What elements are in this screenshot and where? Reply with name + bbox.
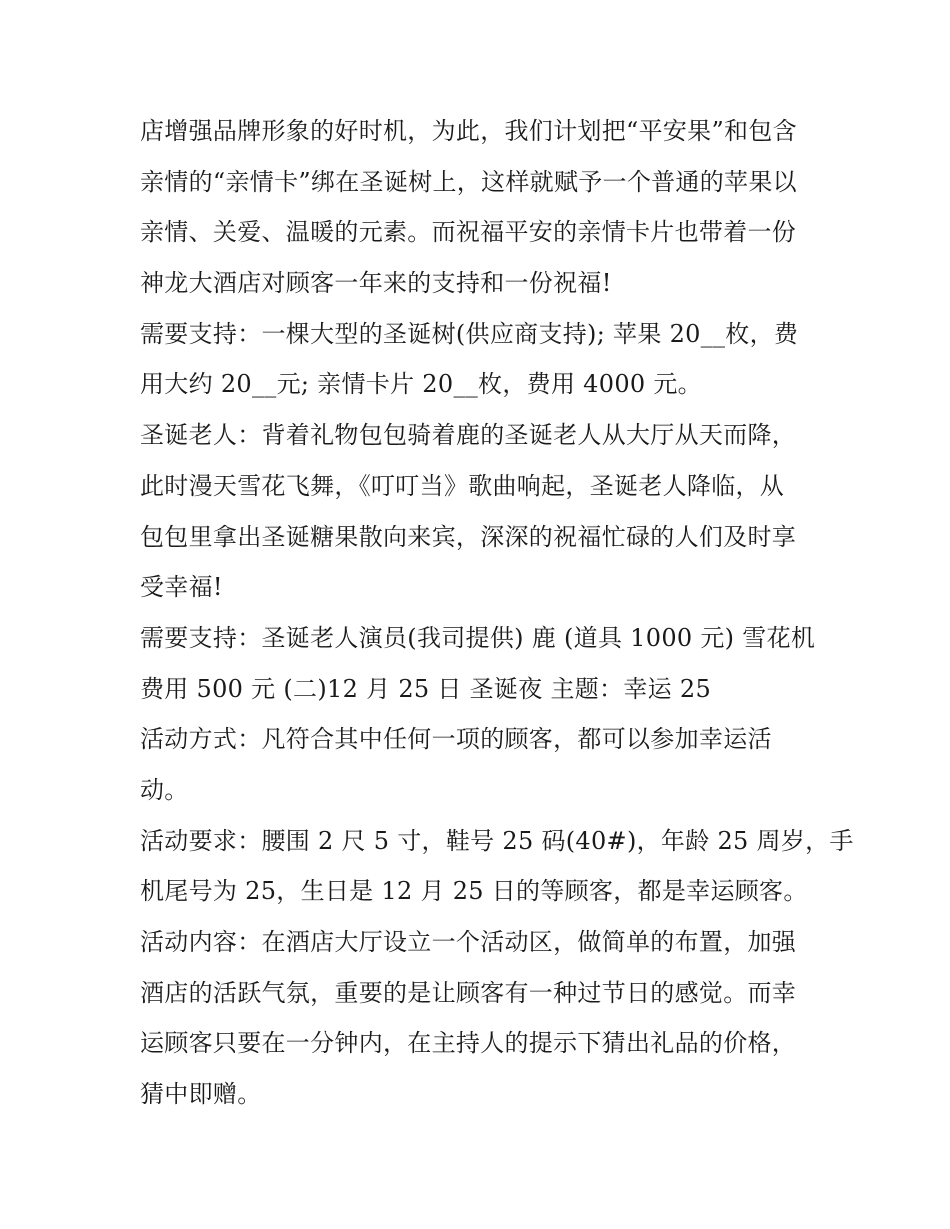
text-line: 机尾号为 25，生日是 12 月 25 日的等顾客，都是幸运顾客。 [140, 877, 808, 906]
text-line: 亲情、关爱、温暖的元素。而祝福平安的亲情卡片也带着一份 [140, 218, 797, 247]
text-line: 店增强品牌形象的好时机，为此，我们计划把“平安果”和包含 [140, 117, 797, 145]
document-body-text [140, 106, 854, 1120]
text-line: 活动要求：腰围 2 尺 5 寸，鞋号 25 码(40#)，年龄 25 周岁，手 [140, 826, 854, 855]
text-line: 需要支持：一棵大型的圣诞树(供应商支持); 苹果 20__枚，费 [140, 319, 799, 348]
text-line: 活动方式：凡符合其中任何一项的顾客，都可以参加幸运活 [140, 725, 772, 754]
text-line: 运顾客只要在一分钟内，在主持人的提示下猜出礼品的价格， [140, 1029, 797, 1058]
text-line: 活动内容：在酒店大厅设立一个活动区，做简单的布置，加强 [140, 928, 797, 956]
text-line: 费用 500 元 (二)12 月 25 日 圣诞夜 主题：幸运 25 [140, 674, 712, 703]
text-line: 圣诞老人：背着礼物包包骑着鹿的圣诞老人从大厅从天而降， [140, 421, 797, 450]
text-line: 用大约 20__元; 亲情卡片 20__枚，费用 4000 元。 [140, 370, 702, 399]
text-line: 神龙大酒店对顾客一年来的支持和一份祝福! [140, 269, 612, 298]
text-line: 此时漫天雪花飞舞，《叮叮当》歌曲响起，圣诞老人降临，从 [140, 471, 785, 500]
text-line: 动。 [140, 775, 189, 804]
text-line: 受幸福! [140, 573, 223, 602]
text-line: 需要支持：圣诞老人演员(我司提供) 鹿 (道具 1000 元) 雪花机 [140, 623, 816, 652]
text-line: 包包里拿出圣诞糖果散向来宾，深深的祝福忙碌的人们及时享 [140, 522, 797, 551]
text-line: 猜中即赠。 [140, 1080, 262, 1109]
text-line: 酒店的活跃气氛，重要的是让顾客有一种过节日的感觉。而幸 [140, 978, 797, 1007]
text-line: 亲情的“亲情卡”绑在圣诞树上，这样就赋予一个普通的苹果以 [140, 167, 797, 196]
